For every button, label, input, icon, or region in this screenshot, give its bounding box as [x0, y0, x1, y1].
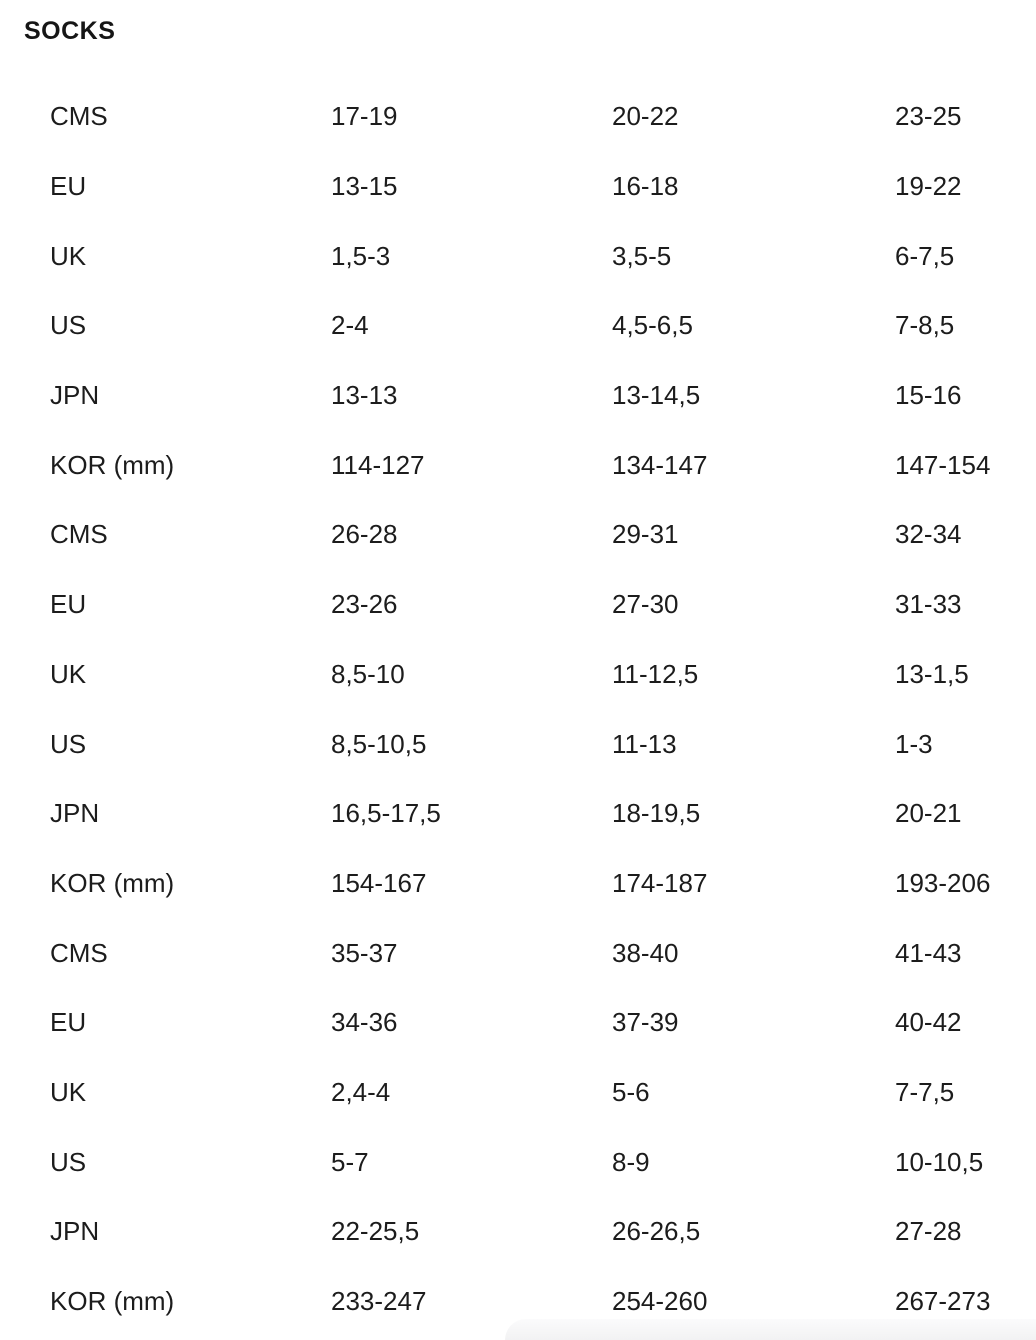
row-value: 40-42 — [895, 1007, 962, 1038]
table-row — [24, 1127, 1012, 1197]
row-value: 114-127 — [331, 449, 425, 480]
row-label: JPN — [50, 1216, 100, 1247]
row-value: 20-21 — [895, 798, 962, 829]
row-value: 41-43 — [895, 937, 962, 968]
table-row — [24, 82, 1012, 152]
size-table — [24, 82, 1012, 1336]
row-value: 27-28 — [895, 1216, 962, 1247]
row-value: 1-3 — [895, 728, 933, 759]
table-row — [24, 1058, 1012, 1128]
row-value: 13-1,5 — [895, 658, 969, 689]
row-value: 26-26,5 — [612, 1216, 701, 1247]
row-value: 233-247 — [331, 1286, 427, 1317]
row-value: 8-9 — [612, 1146, 650, 1177]
row-value: 5-7 — [331, 1146, 369, 1177]
row-label: JPN — [50, 798, 100, 829]
table-row — [24, 221, 1012, 291]
row-label: US — [50, 310, 87, 341]
row-value: 10-10,5 — [895, 1146, 984, 1177]
table-row — [24, 430, 1012, 500]
table-row — [24, 709, 1012, 779]
row-value: 38-40 — [612, 937, 679, 968]
table-row — [24, 640, 1012, 710]
page-title: SOCKS — [24, 17, 116, 45]
table-row — [24, 500, 1012, 570]
row-value: 1,5-3 — [331, 240, 391, 271]
row-value: 19-22 — [895, 171, 962, 202]
row-label: UK — [50, 240, 87, 271]
table-row — [24, 361, 1012, 431]
row-label: US — [50, 1146, 87, 1177]
row-value: 31-33 — [895, 589, 962, 620]
row-label: CMS — [50, 937, 108, 968]
row-label: UK — [50, 1076, 87, 1107]
row-value: 13-14,5 — [612, 380, 701, 411]
row-value: 29-31 — [612, 519, 679, 550]
row-value: 5-6 — [612, 1076, 650, 1107]
row-label: US — [50, 728, 87, 759]
row-value: 16-18 — [612, 171, 679, 202]
row-value: 18-19,5 — [612, 798, 701, 829]
row-value: 15-16 — [895, 380, 962, 411]
row-value: 147-154 — [895, 449, 991, 480]
row-value: 27-30 — [612, 589, 679, 620]
row-label: EU — [50, 589, 87, 620]
row-value: 174-187 — [612, 867, 708, 898]
row-value: 35-37 — [331, 937, 398, 968]
row-value: 254-260 — [612, 1286, 708, 1317]
table-row — [24, 918, 1012, 988]
row-value: 13-15 — [331, 171, 398, 202]
row-value: 8,5-10,5 — [331, 728, 427, 759]
table-row — [24, 988, 1012, 1058]
row-value: 32-34 — [895, 519, 962, 550]
row-value: 2-4 — [331, 310, 369, 341]
row-value: 8,5-10 — [331, 658, 405, 689]
row-label: UK — [50, 658, 87, 689]
row-label: KOR (mm) — [50, 449, 175, 480]
row-value: 11-13 — [612, 728, 677, 759]
row-label: KOR (mm) — [50, 1286, 175, 1317]
row-label: EU — [50, 1007, 87, 1038]
row-value: 7-8,5 — [895, 310, 955, 341]
row-value: 34-36 — [331, 1007, 398, 1038]
row-value: 2,4-4 — [331, 1076, 391, 1107]
row-value: 26-28 — [331, 519, 398, 550]
row-value: 4,5-6,5 — [612, 310, 693, 341]
row-value: 154-167 — [331, 867, 427, 898]
row-value: 11-12,5 — [612, 658, 699, 689]
row-value: 17-19 — [331, 101, 398, 132]
bottom-overlay-edge — [505, 1319, 1036, 1340]
row-value: 267-273 — [895, 1286, 991, 1317]
row-value: 193-206 — [895, 867, 991, 898]
row-label: EU — [50, 171, 87, 202]
row-label: CMS — [50, 519, 108, 550]
table-row — [24, 570, 1012, 640]
row-value: 22-25,5 — [331, 1216, 420, 1247]
row-value: 23-26 — [331, 589, 398, 620]
row-value: 134-147 — [612, 449, 708, 480]
table-row — [24, 1197, 1012, 1267]
row-value: 7-7,5 — [895, 1076, 955, 1107]
table-row — [24, 152, 1012, 222]
row-value: 16,5-17,5 — [331, 798, 441, 829]
row-value: 37-39 — [612, 1007, 679, 1038]
row-value: 3,5-5 — [612, 240, 672, 271]
row-label: KOR (mm) — [50, 867, 175, 898]
row-value: 23-25 — [895, 101, 962, 132]
table-row — [24, 779, 1012, 849]
row-value: 6-7,5 — [895, 240, 955, 271]
table-row — [24, 291, 1012, 361]
row-label: JPN — [50, 380, 100, 411]
table-row — [24, 849, 1012, 919]
row-value: 20-22 — [612, 101, 679, 132]
row-label: CMS — [50, 101, 108, 132]
row-value: 13-13 — [331, 380, 398, 411]
